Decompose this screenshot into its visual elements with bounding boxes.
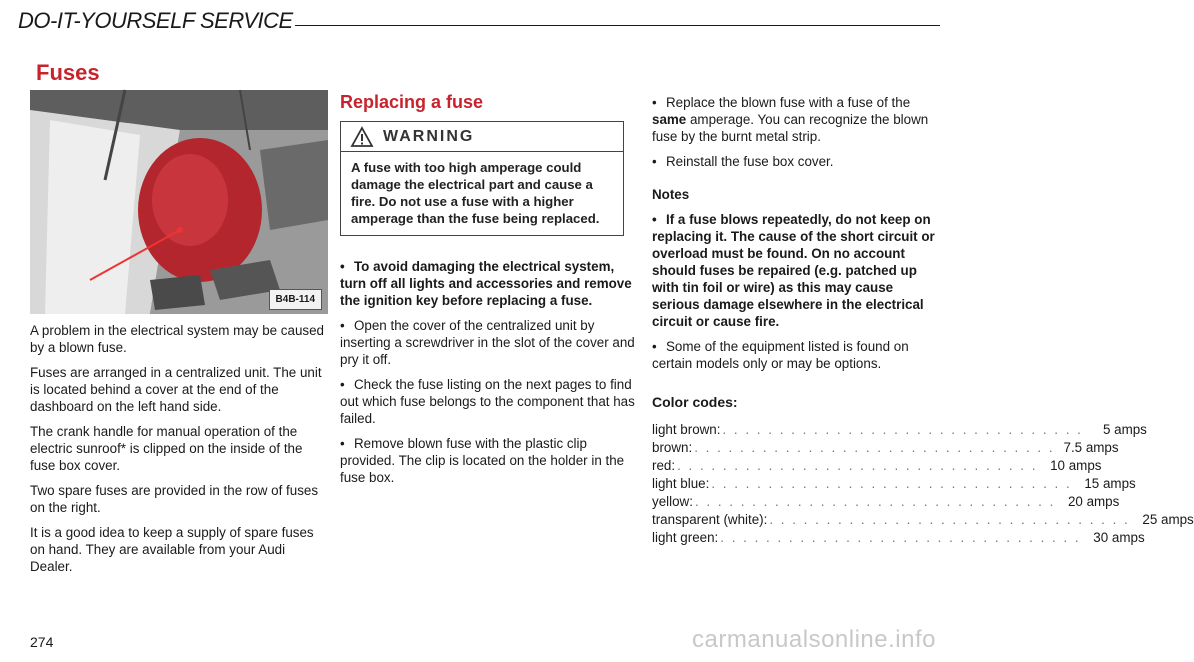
bullet-icon: • [652, 154, 657, 169]
color-codes-heading: Color codes: [652, 394, 738, 410]
warning-header [341, 122, 623, 152]
list-item [340, 435, 640, 486]
list-item-text: amperage. You can recognize the blown fuse by the burnt metal strip. [652, 112, 929, 144]
warning-text: A fuse with too high amperage could damage the electrical part and cause a fire. Do not use a fuse with a higher amperage than the fuse being replaced. [351, 160, 600, 226]
list-item-text: To avoid damaging the electrical system, turn off all lights and accessories and remove the ignition key before replacing a fuse. [340, 259, 632, 308]
color-code-name: yellow: [652, 494, 693, 509]
list-item [340, 258, 640, 309]
paragraph: A problem in the electrical system may be caused by a blown fuse. [30, 323, 324, 355]
color-code-row [652, 493, 1120, 511]
list-item [652, 153, 944, 170]
header-title: DO-IT-YOURSELF SERVICE [18, 8, 293, 33]
page-number: 274 [30, 634, 54, 650]
watermark: carmanualsonline.info [692, 626, 936, 653]
list-item [340, 317, 640, 368]
list-item-text: Open the cover of the centralized unit by inserting a screwdriver in the slot of the cover and pry it off. [340, 318, 635, 367]
bullet-icon: • [652, 339, 657, 354]
emphasis-text: same [652, 112, 687, 127]
bullet-icon: • [340, 259, 345, 274]
color-code-row [652, 529, 1145, 547]
list-item [652, 211, 944, 330]
paragraph: Fuses are arranged in a centralized unit. The unit is located behind a cover at the end of the dashboard on the left hand side. [30, 365, 322, 414]
warning-box [340, 121, 624, 236]
color-code-amps: 5 amps [1102, 422, 1147, 437]
color-code-amps: 10 amps [1050, 458, 1102, 473]
color-code-name: light brown: [652, 422, 721, 437]
column-right [652, 94, 1194, 547]
color-code-row [652, 511, 1194, 529]
dot-leader: . . . . . . . . . . . . . . . . . . . . . . . . . . . . . . . . [720, 530, 1081, 545]
dot-leader: . . . . . . . . . . . . . . . . . . . . . . . . . . . . . . . . [677, 458, 1038, 473]
color-code-amps: 15 amps [1084, 476, 1136, 491]
column-left [30, 90, 330, 575]
dot-leader: . . . . . . . . . . . . . . . . . . . . . . . . . . . . . . . . [711, 476, 1072, 491]
color-code-name: light green: [652, 530, 719, 545]
dot-leader: . . . . . . . . . . . . . . . . . . . . . . . . . . . . . . . . [769, 512, 1130, 527]
list-item-text: Reinstall the fuse box cover. [666, 154, 834, 169]
list-item-text: Remove blown fuse with the plastic clip provided. The clip is located on the holder in the fuse box. [340, 436, 625, 485]
dot-leader: . . . . . . . . . . . . . . . . . . . . . . . . . . . . . . . . [694, 440, 1055, 455]
section-title: Fuses [36, 60, 100, 85]
paragraph: It is a good idea to keep a supply of spare fuses on hand. They are available from your Audi Dealer. [30, 525, 314, 574]
color-code-amps: 20 amps [1067, 494, 1120, 509]
list-item [652, 338, 944, 372]
bullet-icon: • [340, 377, 345, 392]
dot-leader: . . . . . . . . . . . . . . . . . . . . . . . . . . . . . . . . [694, 494, 1056, 509]
list-item [652, 94, 944, 145]
paragraph: The crank handle for manual operation of the electric sunroof* is clipped on the inside of the fuse box cover. [30, 424, 303, 473]
color-code-row [652, 421, 1147, 439]
color-code-amps: 25 amps [1142, 512, 1194, 527]
page-header [18, 6, 940, 40]
bullet-icon: • [340, 318, 345, 333]
paragraph: Two spare fuses are provided in the row of fuses on the right. [30, 483, 319, 515]
color-code-name: brown: [652, 440, 693, 455]
list-item-text: Replace the blown fuse with a fuse of the [666, 95, 911, 110]
color-code-row [652, 457, 1102, 475]
bullet-icon: • [652, 212, 657, 227]
list-item-text: Some of the equipment listed is found on certain models only or may be options. [652, 339, 909, 371]
color-code-name: light blue: [652, 476, 710, 491]
warning-triangle-icon [351, 127, 373, 147]
color-code-row [652, 475, 1136, 493]
color-code-name: red: [652, 458, 676, 473]
photo-label: B4B-114 [269, 289, 322, 310]
bullet-icon: • [652, 95, 657, 110]
list-item-text: If a fuse blows repeatedly, do not keep on replacing it. The cause of the short circuit or overload must be found. On no account should fuses be repaired (e.g. patched up with tin foil or wire) as this may cause serious damage elsewhere in the electrical circuit or cause fire. [652, 212, 935, 329]
bullet-icon: • [340, 436, 345, 451]
color-code-amps: 7.5 amps [1063, 440, 1119, 455]
list-item [340, 376, 640, 427]
list-item-text: Check the fuse listing on the next pages to find out which fuse belongs to the component that has failed. [340, 377, 635, 426]
fuse-box-illustration [30, 90, 328, 314]
color-codes-table [652, 421, 1194, 547]
column-middle [340, 94, 640, 486]
warning-label: WARNING [383, 128, 475, 145]
color-code-amps: 30 amps [1093, 530, 1145, 545]
bullet-list [340, 258, 640, 486]
color-code-row [652, 439, 1119, 457]
subsection-title: Replacing a fuse [340, 92, 484, 112]
fuse-box-photo [30, 90, 328, 314]
dot-leader: . . . . . . . . . . . . . . . . . . . . . . . . . . . . . . . . [722, 422, 1083, 437]
notes-heading: Notes [652, 187, 690, 202]
header-rule [295, 25, 940, 26]
color-code-name: transparent (white): [652, 512, 768, 527]
